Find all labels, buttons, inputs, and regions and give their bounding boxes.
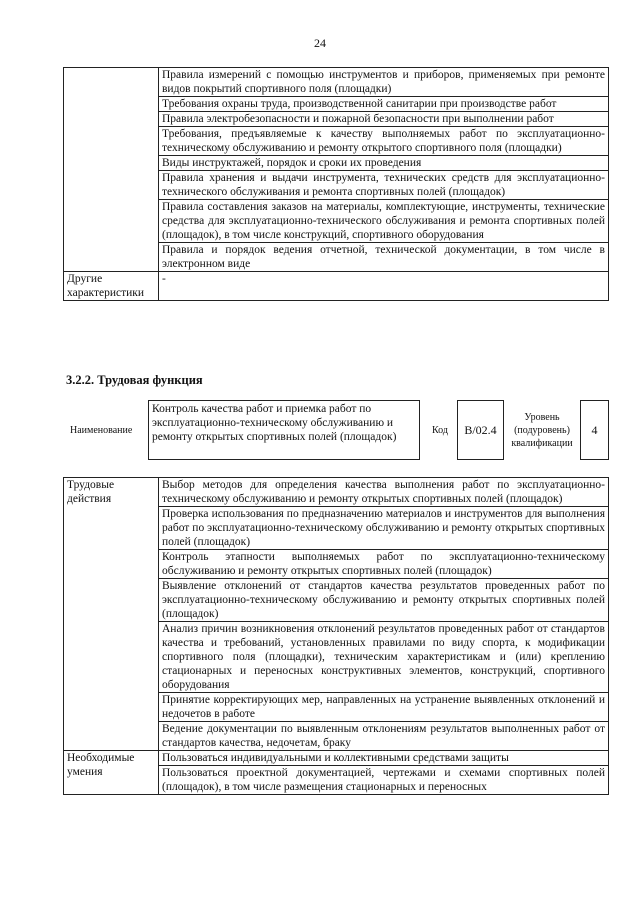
section-heading: 3.2.2. Трудовая функция bbox=[66, 373, 203, 387]
row-text-cell: Правила измерений с помощью инструментов и приборов, применяемых при ремонте видов покрытий спортивного поля (площадки) bbox=[159, 68, 609, 97]
item-text-cell: Проверка использования по предназначению материалов и инструментов для выполнения работ по эксплуатационно-техническому обслуживанию и ремонту открытых спортивных полей (площадок) bbox=[159, 507, 609, 550]
row-label-cell bbox=[64, 127, 159, 156]
row-label-cell bbox=[64, 156, 159, 171]
table-row bbox=[64, 97, 609, 112]
row-label-cell bbox=[64, 243, 159, 272]
item-text-cell: Пользоваться проектной документацией, чертежами и схемами спортивных полей (площадок), в том числе размещения стационарных и переносных bbox=[159, 766, 609, 795]
row-text-cell: Правила хранения и выдачи инструмента, технических средств для эксплуатационно-технического обслуживания и ремонта спортивных полей (площадок) bbox=[159, 171, 609, 200]
row-label-cell bbox=[64, 200, 159, 243]
function-code-field: B/02.4 bbox=[457, 400, 504, 460]
function-name-field: Контроль качества работ и приемка работ по эксплуатационно-техническому обслуживанию и ремонту открытых спортивных полей (площадок) bbox=[148, 400, 420, 460]
row-text-cell: Требования, предъявляемые к качеству выполняемых работ по эксплуатационно-техническому обслуживанию и ремонту открытого спортивного поля (площадки) bbox=[159, 127, 609, 156]
page-number: 24 bbox=[314, 36, 326, 50]
item-text-cell: Контроль этапности выполняемых работ по эксплуатационно-техническому обслуживанию и ремонту открытых спортивных полей (площадок) bbox=[159, 550, 609, 579]
item-text-cell: Выявление отклонений от стандартов качества результатов проведенных работ по эксплуатационно-техническому обслуживанию и ремонту открытых спортивных полей (площадок) bbox=[159, 579, 609, 622]
table-row bbox=[64, 751, 609, 766]
item-text-cell: Принятие корректирующих мер, направленных на устранение выявленных отклонений и недочетов в работе bbox=[159, 693, 609, 722]
requirements-table-continued bbox=[63, 67, 609, 301]
row-label-cell bbox=[64, 68, 159, 97]
row-text-cell: - bbox=[159, 272, 609, 301]
table-row bbox=[64, 272, 609, 301]
table-row bbox=[64, 478, 609, 507]
row-text-cell: Требования охраны труда, производственной санитарии при производстве работ bbox=[159, 97, 609, 112]
table-row bbox=[64, 127, 609, 156]
table-row bbox=[64, 68, 609, 97]
row-text-cell: Виды инструктажей, порядок и сроки их проведения bbox=[159, 156, 609, 171]
row-label-cell bbox=[64, 112, 159, 127]
row-text-cell: Правила электробезопасности и пожарной безопасности при выполнении работ bbox=[159, 112, 609, 127]
item-text-cell: Ведение документации по выявленным отклонениям результатов выполненных работ от стандартов качества, недочетам, браку bbox=[159, 722, 609, 751]
item-text-cell: Анализ причин возникновения отклонений результатов проведенных работ от стандартов качества и требований, установленных правилами по виду спорта, к модификации спортивного поля (площадки), техническим характеристикам и (или) креплению стационарных и переносных конструктивных элементов, конструкций, спортивного оборудования bbox=[159, 622, 609, 693]
table-row bbox=[64, 112, 609, 127]
group-label-cell: Необходимые умения bbox=[64, 751, 159, 795]
item-text-cell: Выбор методов для определения качества выполнения работ по эксплуатационно-техническому обслуживанию и ремонту открытых спортивных полей (площадок) bbox=[159, 478, 609, 507]
row-label-cell bbox=[64, 171, 159, 200]
table-row bbox=[64, 156, 609, 171]
labor-function-table bbox=[63, 477, 609, 795]
qualification-level-label: Уровень (подуровень) квалификации bbox=[511, 412, 573, 449]
name-label: Наименование bbox=[70, 425, 133, 436]
code-label: Код bbox=[432, 425, 448, 436]
row-label-cell bbox=[64, 97, 159, 112]
qualification-level-field: 4 bbox=[580, 400, 609, 460]
table-row bbox=[64, 171, 609, 200]
table-row bbox=[64, 243, 609, 272]
group-label-cell: Трудовые действия bbox=[64, 478, 159, 751]
row-text-cell: Правила составления заказов на материалы, комплектующие, инструменты, технические средства для эксплуатационно-технического обслуживания и ремонта спортивных полей (площадок), в том числе конструкций, спортивного оборудования bbox=[159, 200, 609, 243]
table-row bbox=[64, 200, 609, 243]
item-text-cell: Пользоваться индивидуальными и коллективными средствами защиты bbox=[159, 751, 609, 766]
row-text-cell: Правила и порядок ведения отчетной, технической документации, в том числе в электронном виде bbox=[159, 243, 609, 272]
row-label-cell: Другие характеристики bbox=[64, 272, 159, 301]
